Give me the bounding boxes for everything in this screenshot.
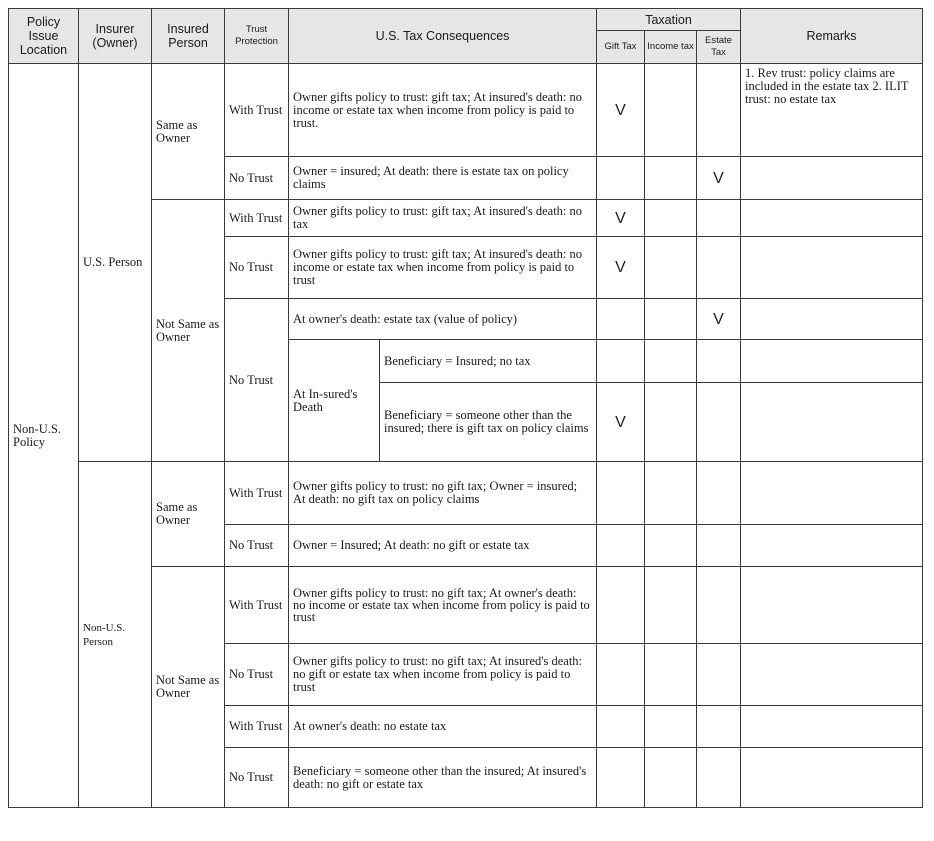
- income-tax-cell: [645, 237, 697, 299]
- insurer-non-us-person-label: Non-U.S. Person: [83, 621, 126, 648]
- remarks-cell: [741, 644, 923, 706]
- header-gift-tax: Gift Tax: [597, 31, 645, 64]
- trust-cell: With Trust: [225, 200, 289, 237]
- gift-tax-cell: [597, 706, 645, 748]
- policy-location-cell: [9, 64, 79, 808]
- income-tax-cell: [645, 340, 697, 383]
- estate-tax-check: V: [697, 157, 741, 200]
- estate-tax-cell: [697, 200, 741, 237]
- gift-tax-cell: [597, 462, 645, 525]
- insured-not-same-as-owner-cell: [152, 200, 225, 462]
- remarks-cell: [741, 299, 923, 340]
- gift-tax-cell: [597, 299, 645, 340]
- gift-tax-cell: [597, 525, 645, 567]
- estate-tax-cell: [697, 64, 741, 157]
- consequence-text: Owner gifts policy to trust: gift tax; At insured's death: no tax: [289, 200, 597, 237]
- estate-tax-cell: [697, 567, 741, 644]
- header-insured-person: Insured Person: [152, 9, 225, 64]
- gift-tax-cell: [597, 644, 645, 706]
- trust-cell: No Trust: [225, 525, 289, 567]
- trust-cell: No Trust: [225, 644, 289, 706]
- estate-tax-cell: [697, 644, 741, 706]
- gift-tax-check: V: [597, 237, 645, 299]
- remarks-cell: [741, 748, 923, 808]
- at-insureds-death-cell: At In-sured's Death: [289, 340, 380, 462]
- income-tax-cell: [645, 299, 697, 340]
- header-policy-issue-location: Policy Issue Location: [9, 9, 79, 64]
- gift-tax-check: V: [597, 200, 645, 237]
- income-tax-cell: [645, 462, 697, 525]
- policy-location-label: Non-U.S. Policy: [13, 421, 61, 449]
- remarks-cell: [741, 383, 923, 462]
- insured-same-as-owner-label: Same as Owner: [156, 117, 198, 145]
- remarks-cell: [741, 567, 923, 644]
- tax-consequences-table: [8, 8, 923, 808]
- remarks-cell: [741, 462, 923, 525]
- trust-cell: No Trust: [225, 748, 289, 808]
- insured-same-as-owner-cell: [152, 462, 225, 567]
- trust-cell: With Trust: [225, 64, 289, 157]
- income-tax-cell: [645, 525, 697, 567]
- gift-tax-check: V: [597, 383, 645, 462]
- estate-tax-cell: [697, 237, 741, 299]
- trust-cell: With Trust: [225, 706, 289, 748]
- income-tax-cell: [645, 706, 697, 748]
- estate-tax-cell: [697, 383, 741, 462]
- estate-tax-cell: [697, 340, 741, 383]
- estate-tax-check: V: [697, 299, 741, 340]
- trust-cell: With Trust: [225, 462, 289, 525]
- consequence-text: Beneficiary = Insured; no tax: [380, 340, 597, 383]
- income-tax-cell: [645, 157, 697, 200]
- consequence-text: Owner = insured; At death: there is estate tax on policy claims: [289, 157, 597, 200]
- income-tax-cell: [645, 64, 697, 157]
- income-tax-cell: [645, 748, 697, 808]
- insured-not-same-as-owner-cell: [152, 567, 225, 808]
- consequence-text: Owner gifts policy to trust: gift tax; At insured's death: no income or estate tax when income from policy is paid to trust: [289, 237, 597, 299]
- header-insurer-owner: Insurer (Owner): [79, 9, 152, 64]
- insured-not-same-as-owner-label: Not Same as Owner: [156, 316, 220, 344]
- estate-tax-cell: [697, 525, 741, 567]
- consequence-text: Owner gifts policy to trust: no gift tax; At insured's death: no gift or estate tax when income from policy is paid to trust: [289, 644, 597, 706]
- consequence-text: At owner's death: no estate tax: [289, 706, 597, 748]
- gift-tax-cell: [597, 157, 645, 200]
- remarks-text: 1. Rev trust: policy claims are included in the estate tax 2. ILIT trust: no estate tax: [741, 64, 923, 157]
- gift-tax-cell: [597, 567, 645, 644]
- remarks-cell: [741, 157, 923, 200]
- consequence-text: At owner's death: estate tax (value of policy): [289, 299, 597, 340]
- consequence-text: Owner gifts policy to trust: no gift tax; Owner = insured; At death: no gift tax on policy claims: [289, 462, 597, 525]
- remarks-cell: [741, 340, 923, 383]
- insured-not-same-as-owner-label: Not Same as Owner: [156, 673, 220, 700]
- consequence-text: Owner gifts policy to trust: gift tax; At insured's death: no income or estate tax when income from policy is paid to trust.: [289, 64, 597, 157]
- remarks-cell: [741, 200, 923, 237]
- consequence-text: Owner gifts policy to trust: no gift tax; At owner's death: no income or estate tax when income from policy is paid to trust: [289, 567, 597, 644]
- income-tax-cell: [645, 644, 697, 706]
- header-trust-protection: Trust Protection: [225, 9, 289, 64]
- consequence-text: Beneficiary = someone other than the insured; At insured's death: no gift or estate tax: [289, 748, 597, 808]
- insured-same-as-owner-cell: [152, 64, 225, 200]
- trust-cell: With Trust: [225, 567, 289, 644]
- insurer-us-person-cell: [79, 64, 152, 462]
- estate-tax-cell: [697, 462, 741, 525]
- income-tax-cell: [645, 383, 697, 462]
- insured-same-as-owner-label: Same as Owner: [156, 500, 198, 527]
- estate-tax-cell: [697, 706, 741, 748]
- consequence-text: Owner = Insured; At death: no gift or estate tax: [289, 525, 597, 567]
- gift-tax-cell: [597, 340, 645, 383]
- estate-tax-cell: [697, 748, 741, 808]
- consequence-text: Beneficiary = someone other than the insured; there is gift tax on policy claims: [380, 383, 597, 462]
- header-estate-tax: Estate Tax: [697, 31, 741, 64]
- insurer-us-person-label: U.S. Person: [83, 255, 143, 269]
- income-tax-cell: [645, 200, 697, 237]
- income-tax-cell: [645, 567, 697, 644]
- trust-cell: No Trust: [225, 157, 289, 200]
- trust-cell: No Trust: [225, 299, 289, 462]
- gift-tax-check: V: [597, 64, 645, 157]
- header-taxation: Taxation: [597, 9, 741, 31]
- trust-cell: No Trust: [225, 237, 289, 299]
- header-income-tax: Income tax: [645, 31, 697, 64]
- remarks-cell: [741, 237, 923, 299]
- gift-tax-cell: [597, 748, 645, 808]
- header-remarks: Remarks: [741, 9, 923, 64]
- remarks-cell: [741, 525, 923, 567]
- remarks-cell: [741, 706, 923, 748]
- header-us-tax-consequences: U.S. Tax Consequences: [289, 9, 597, 64]
- insurer-non-us-person-cell: [79, 462, 152, 808]
